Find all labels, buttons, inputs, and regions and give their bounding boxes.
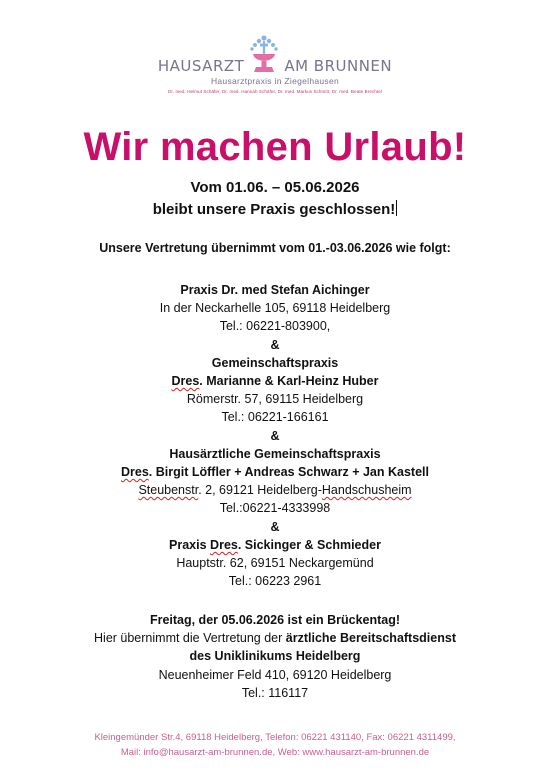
bridge-day-line-1 — [0, 629, 550, 647]
practice-3-city: . 2, 69121 Heidelberg- — [198, 483, 322, 498]
practice-3-street: Steubenstr — [138, 483, 199, 498]
practice-3-dres: Dres — [121, 465, 149, 480]
practice-2-address: Römerstr. 57, 69115 Heidelberg — [186, 392, 364, 407]
practice-3-doctors: . Birgit Löffler + Andreas Schwarz + Jan Kastell — [148, 465, 429, 480]
text-cursor — [396, 200, 397, 216]
practice-4-dres: Dres — [210, 537, 238, 552]
closure-dates — [0, 177, 550, 221]
dates-line-1: Vom 01.06. – 05.06.2026 — [190, 179, 360, 196]
practice-2-doctors: . Marianne & Karl-Heinz Huber — [199, 374, 379, 389]
practice-logo — [0, 34, 550, 94]
practice-4-phone: Tel.: 06223 2961 — [228, 574, 322, 589]
footer-line-1: Kleingemünder Str.4, 69118 Heidelberg, Telefon: 06221 431140, Fax: 06221 4311499, — [94, 732, 456, 743]
footer-contact — [0, 730, 550, 760]
practice-2-name-line-1: Gemeinschaftspraxis — [211, 355, 339, 370]
logo-row — [0, 34, 550, 74]
logo-doctor-names: Dr. med. Helmut Schäfer, Dr. med. Hannah Schäfer, Dr. med. Markus Schmitt, Dr. med. Beate Brechtel — [168, 89, 382, 94]
practice-4-name-c: . Sickinger & Schmieder — [237, 537, 381, 552]
fountain-icon — [247, 34, 281, 74]
practice-3-name-line-2 — [0, 463, 550, 481]
dates-line-2 — [0, 199, 550, 221]
practice-4-address: Hauptstr. 62, 69151 Neckargemünd — [176, 556, 374, 571]
practice-4-name-a: Praxis — [169, 537, 211, 552]
bridge-day-line-2: des Uniklinikums Heidelberg — [189, 649, 361, 664]
practice-3-name-line-1: Hausärztliche Gemeinschaftspraxis — [169, 446, 381, 461]
substitute-practices — [0, 281, 550, 590]
footer-line-2: Mail: info@hausarzt-am-brunnen.de, Web: www.hausarzt-am-brunnen.de — [120, 747, 430, 758]
practice-3-address — [0, 481, 550, 499]
separator-ampersand: & — [270, 428, 280, 443]
logo-word-left: HAUSARZT — [157, 57, 245, 75]
practice-2-phone: Tel.: 06221-166161 — [221, 410, 329, 425]
practice-1-phone: Tel.: 06221-803900, — [219, 319, 331, 334]
bridge-day-address: Neuenheimer Feld 410, 69120 Heidelberg — [158, 667, 392, 682]
bridge-day-phone: Tel.: 116117 — [241, 685, 309, 700]
bridge-day-title: Freitag, der 05.06.2026 ist ein Brückentag! — [149, 613, 401, 627]
logo-subtitle: Hausarztpraxis in Ziegelhausen — [210, 76, 340, 86]
logo-word-right: AM BRUNNEN — [284, 57, 393, 75]
practice-2-name-line-2 — [0, 372, 550, 390]
dates-line-2-text: bleibt unsere Praxis geschlossen! — [152, 201, 396, 218]
headline: Wir machen Urlaub! — [83, 125, 467, 169]
practice-2-dres: Dres — [171, 374, 200, 389]
practice-1-name: Praxis Dr. med Stefan Aichinger — [180, 283, 370, 297]
substitution-intro: Unsere Vertretung übernimmt vom 01.-03.06.2026 wie folgt: — [99, 241, 451, 255]
bridge-day-service: ärztliche Bereitschaftsdienst — [285, 631, 456, 646]
bridge-day-line-1a: Hier übernimmt die Vertretung der — [94, 631, 286, 646]
separator-ampersand: & — [270, 337, 280, 352]
practice-3-district: Handschusheim — [321, 483, 412, 498]
practice-3-phone: Tel.:06221-4333998 — [219, 501, 331, 516]
practice-4-name — [0, 536, 550, 554]
practice-1-address: In der Neckarhelle 105, 69118 Heidelberg — [159, 301, 391, 316]
bridge-day-info — [0, 611, 550, 702]
separator-ampersand: & — [270, 519, 280, 534]
